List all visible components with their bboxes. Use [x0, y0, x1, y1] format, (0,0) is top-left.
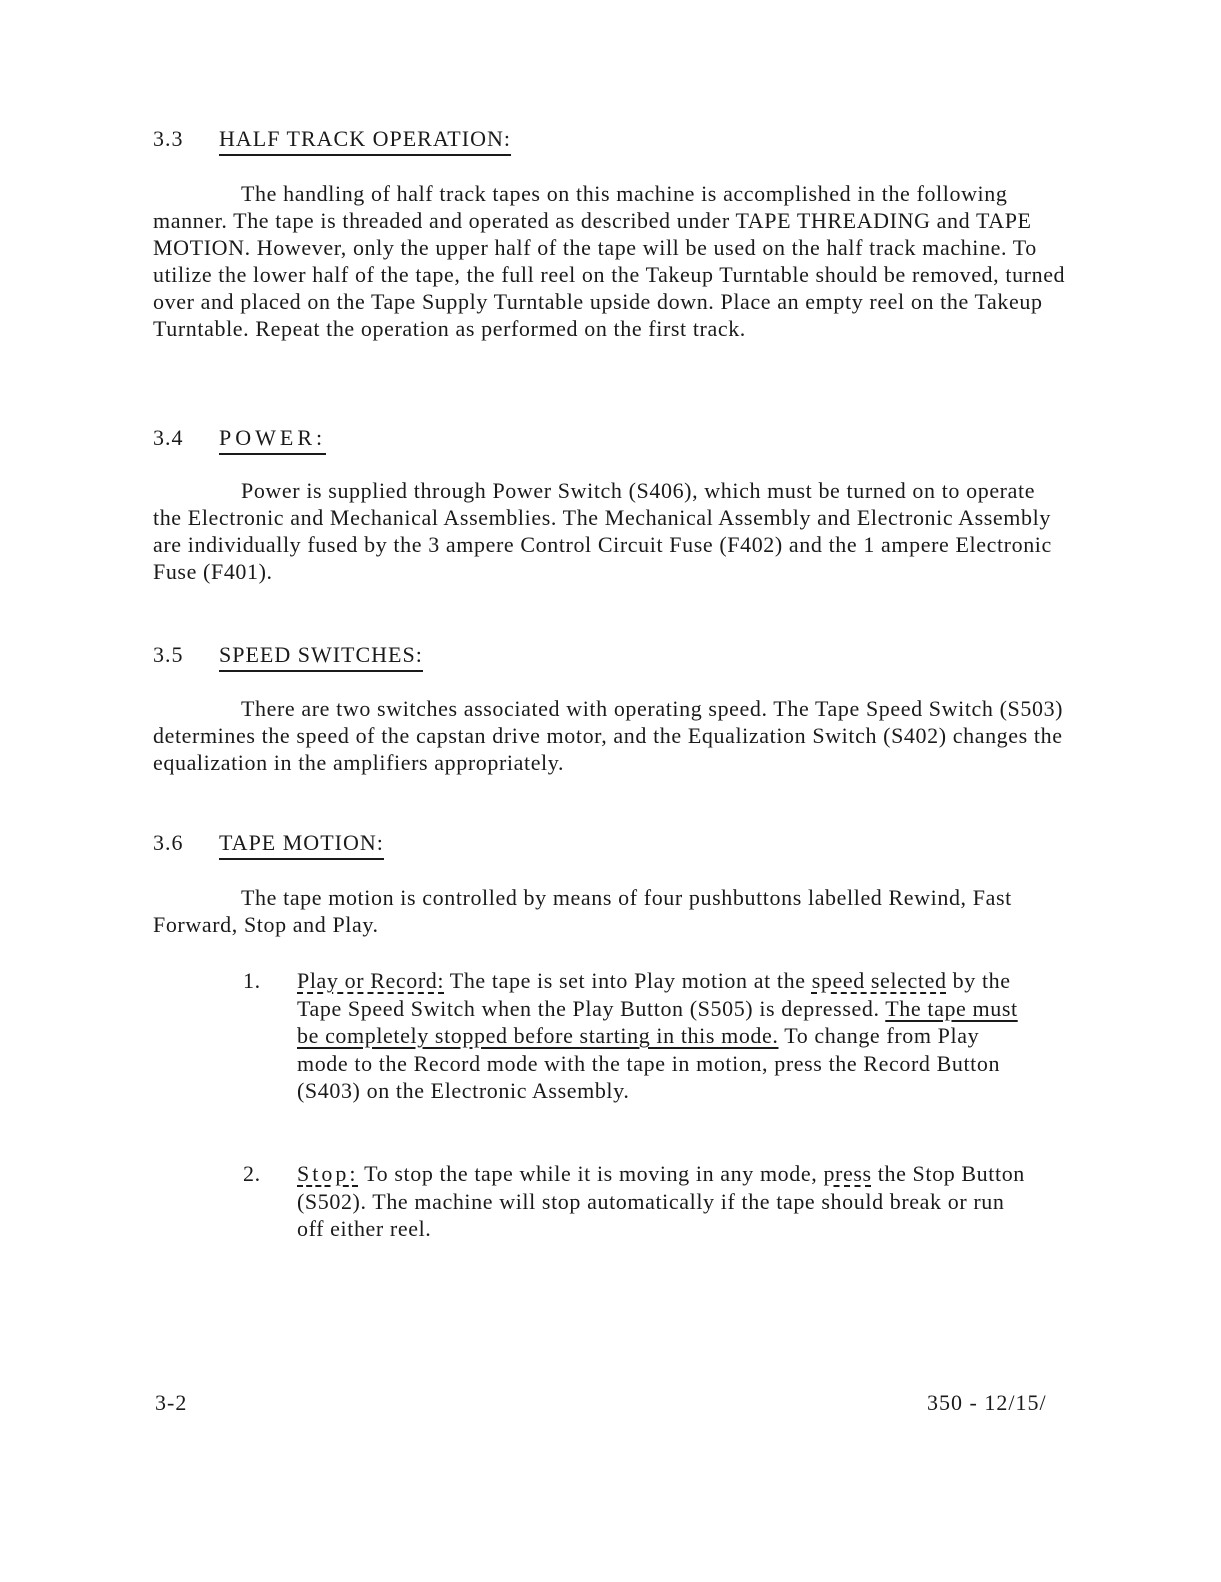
section-number: 3.3 [153, 126, 184, 151]
list-item-text: by the Tape Speed Switch when the Play Button (S505) is depressed. [297, 968, 1011, 1021]
section-body-3-5: There are two switches associated with operating speed. The Tape Speed Switch (S503) determines the speed of the capstan drive motor, and the Equalization Switch (S402) changes the equalization in the amplifiers appropriately. [153, 696, 1064, 775]
list-item-label: Play or Record: [297, 968, 445, 993]
section-number: 3.4 [153, 425, 184, 450]
section-title: TAPE MOTION: [219, 830, 384, 860]
section-title: HALF TRACK OPERATION: [219, 126, 511, 156]
section-number: 3.6 [153, 830, 184, 855]
section-title: SPEED SWITCHES: [219, 642, 423, 672]
list-item-body [297, 967, 1033, 1105]
list-item-label: Stop: [297, 1161, 359, 1186]
section-heading-3-4 [153, 425, 326, 455]
section-body-3-6: The tape motion is controlled by means of four pushbuttons labelled Rewind, Fast Forward, Stop and Play. [153, 885, 1012, 937]
section-heading-3-6 [153, 830, 384, 860]
list-item-stop [243, 1160, 1033, 1243]
section-number: 3.5 [153, 642, 184, 667]
list-item-emphasis: The tape must be completely stopped before starting in this mode. [297, 995, 1018, 1048]
list-item-text: To stop the tape while it is moving in any mode, [364, 1161, 818, 1186]
list-item-underlined-text: speed selected [811, 968, 947, 993]
section-heading-3-5 [153, 642, 423, 672]
list-item-number: 2. [243, 1161, 261, 1186]
list-item-underlined-text: press [823, 1161, 872, 1186]
section-body-3-3: The handling of half track tapes on this machine is accomplished in the following manner. The tape is threaded and operated as described under TAPE THREADING and TAPE MOTION. However, only the upper half of the tape will be used on the half track machine. To utilize the lower half of the tape, the full reel on the Takeup Turntable should be removed, turned over and placed on the Tape Supply Turntable upside down. Place an empty reel on the Takeup Turntable. Repeat the operation as performed on the first track. [153, 181, 1066, 341]
list-item-text: the Stop Button (S502). The machine will stop automatically if the tape should break or run off either reel. [297, 1161, 1025, 1241]
list-item-number: 1. [243, 968, 261, 993]
list-item-play-or-record [243, 967, 1033, 1105]
page-number: 3-2 [155, 1390, 188, 1415]
document-code: 350 - 12/15/ [927, 1390, 1047, 1415]
list-item-body [297, 1160, 1033, 1243]
list-item-text: The tape is set into Play motion at the [449, 968, 806, 993]
section-title: POWER: [219, 425, 326, 455]
section-body-3-4: Power is supplied through Power Switch (S406), which must be turned on to operate the Electronic and Mechanical Assemblies. The Mechanical Assembly and Electronic Assembly are individually fused by the 3 ampere Control Circuit Fuse (F402) and the 1 ampere Electronic Fuse (F401). [153, 478, 1052, 584]
list-item-text: To change from Play mode to the Record mode with the tape in motion, press the Record Button (S403) on the Electronic Assembly. [297, 1023, 1001, 1103]
section-heading-3-3 [153, 126, 511, 156]
